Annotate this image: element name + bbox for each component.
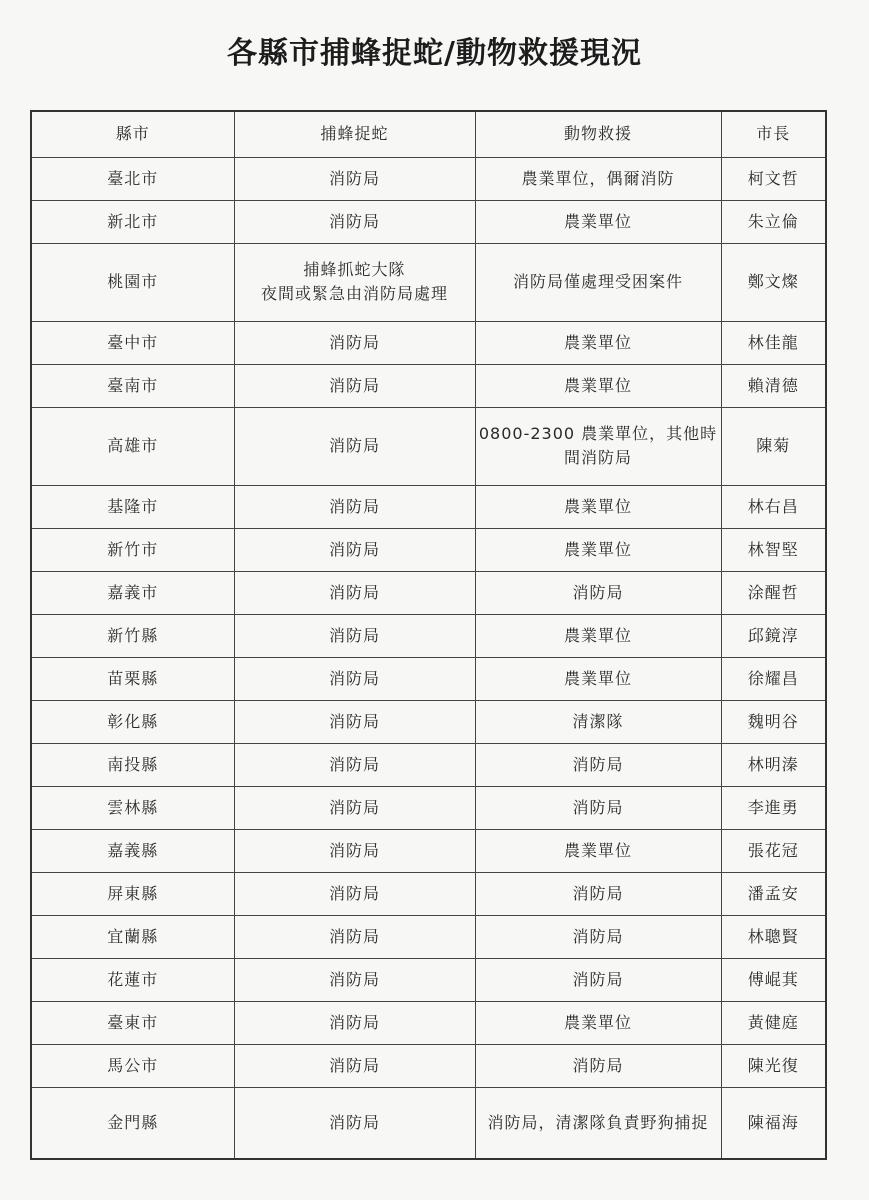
cell-mayor: 涂醒哲 [721,571,826,614]
cell-county: 南投縣 [31,743,234,786]
cell-mayor: 林佳龍 [721,321,826,364]
cell-mayor: 賴清德 [721,364,826,407]
table-row [31,915,826,958]
cell-animal-rescue: 農業單位 [475,200,721,243]
table-row [31,571,826,614]
table-row [31,200,826,243]
header-animal-rescue: 動物救援 [475,111,721,157]
table-row [31,614,826,657]
cell-animal-rescue: 農業單位 [475,364,721,407]
cell-animal-rescue: 清潔隊 [475,700,721,743]
cell-bee-snake: 消防局 [234,200,475,243]
table-row [31,743,826,786]
table-row [31,700,826,743]
cell-bee-snake: 消防局 [234,958,475,1001]
cell-mayor: 柯文哲 [721,157,826,200]
cell-mayor: 陳福海 [721,1087,826,1159]
page-title: 各縣市捕蜂捉蛇/動物救援現況 [227,36,642,71]
table-row [31,958,826,1001]
table-row [31,786,826,829]
cell-bee-snake: 消防局 [234,915,475,958]
cell-county: 宜蘭縣 [31,915,234,958]
cell-animal-rescue: 消防局，清潔隊負責野狗捕捉 [475,1087,721,1159]
cell-mayor: 朱立倫 [721,200,826,243]
cell-animal-rescue: 農業單位 [475,485,721,528]
cell-county: 臺東市 [31,1001,234,1044]
cell-county: 臺南市 [31,364,234,407]
cell-county: 臺北市 [31,157,234,200]
cell-bee-snake: 消防局 [234,700,475,743]
cell-animal-rescue: 0800-2300 農業單位，其他時 間消防局 [475,407,721,485]
cell-mayor: 黃健庭 [721,1001,826,1044]
table-row [31,1001,826,1044]
cell-county: 高雄市 [31,407,234,485]
cell-county: 屏東縣 [31,872,234,915]
cell-mayor: 潘孟安 [721,872,826,915]
cell-mayor: 林聰賢 [721,915,826,958]
cell-animal-rescue: 農業單位 [475,829,721,872]
cell-animal-rescue: 消防局 [475,571,721,614]
cell-animal-rescue: 農業單位 [475,1001,721,1044]
cell-county: 嘉義市 [31,571,234,614]
cell-mayor: 李進勇 [721,786,826,829]
cell-animal-rescue: 消防局 [475,915,721,958]
cell-animal-rescue: 消防局 [475,786,721,829]
cell-county: 花蓮市 [31,958,234,1001]
cell-county: 桃園市 [31,243,234,321]
table-row [31,321,826,364]
cell-county: 臺中市 [31,321,234,364]
cell-county: 苗栗縣 [31,657,234,700]
cell-bee-snake: 消防局 [234,407,475,485]
cell-bee-snake: 捕蜂抓蛇大隊 夜間或緊急由消防局處理 [234,243,475,321]
cell-animal-rescue: 農業單位 [475,528,721,571]
cell-mayor: 陳菊 [721,407,826,485]
cell-bee-snake: 消防局 [234,364,475,407]
table-row [31,1044,826,1087]
cell-mayor: 魏明谷 [721,700,826,743]
table-row [31,407,826,485]
status-table [30,110,827,1160]
cell-bee-snake: 消防局 [234,321,475,364]
cell-county: 新北市 [31,200,234,243]
cell-mayor: 徐耀昌 [721,657,826,700]
cell-animal-rescue: 農業單位 [475,614,721,657]
cell-county: 新竹市 [31,528,234,571]
cell-bee-snake: 消防局 [234,157,475,200]
status-table-container [30,110,825,1160]
cell-bee-snake: 消防局 [234,485,475,528]
cell-county: 嘉義縣 [31,829,234,872]
cell-bee-snake: 消防局 [234,614,475,657]
cell-bee-snake: 消防局 [234,528,475,571]
table-body [31,157,826,1159]
cell-county: 彰化縣 [31,700,234,743]
cell-bee-snake: 消防局 [234,1001,475,1044]
cell-bee-snake: 消防局 [234,786,475,829]
cell-mayor: 林智堅 [721,528,826,571]
table-row [31,485,826,528]
cell-mayor: 陳光復 [721,1044,826,1087]
cell-animal-rescue: 消防局 [475,743,721,786]
cell-mayor: 鄭文燦 [721,243,826,321]
cell-bee-snake: 消防局 [234,571,475,614]
cell-county: 新竹縣 [31,614,234,657]
cell-animal-rescue: 消防局 [475,958,721,1001]
cell-bee-snake: 消防局 [234,1044,475,1087]
cell-mayor: 邱鏡淳 [721,614,826,657]
cell-animal-rescue: 消防局 [475,1044,721,1087]
table-row [31,1087,826,1159]
table-row [31,243,826,321]
cell-county: 馬公市 [31,1044,234,1087]
header-county: 縣市 [31,111,234,157]
cell-animal-rescue: 消防局僅處理受困案件 [475,243,721,321]
cell-mayor: 林明溱 [721,743,826,786]
table-row [31,528,826,571]
cell-bee-snake: 消防局 [234,1087,475,1159]
table-row [31,364,826,407]
cell-mayor: 傅崐萁 [721,958,826,1001]
header-bee-snake: 捕蜂捉蛇 [234,111,475,157]
table-row [31,657,826,700]
cell-bee-snake: 消防局 [234,829,475,872]
table-row [31,157,826,200]
header-mayor: 市長 [721,111,826,157]
cell-bee-snake: 消防局 [234,657,475,700]
cell-bee-snake: 消防局 [234,872,475,915]
cell-bee-snake: 消防局 [234,743,475,786]
cell-animal-rescue: 農業單位 [475,321,721,364]
table-row [31,829,826,872]
cell-mayor: 林右昌 [721,485,826,528]
cell-county: 雲林縣 [31,786,234,829]
header-row [31,111,826,157]
table-row [31,872,826,915]
cell-mayor: 張花冠 [721,829,826,872]
cell-animal-rescue: 農業單位 [475,657,721,700]
cell-animal-rescue: 消防局 [475,872,721,915]
cell-county: 基隆市 [31,485,234,528]
cell-animal-rescue: 農業單位，偶爾消防 [475,157,721,200]
cell-county: 金門縣 [31,1087,234,1159]
